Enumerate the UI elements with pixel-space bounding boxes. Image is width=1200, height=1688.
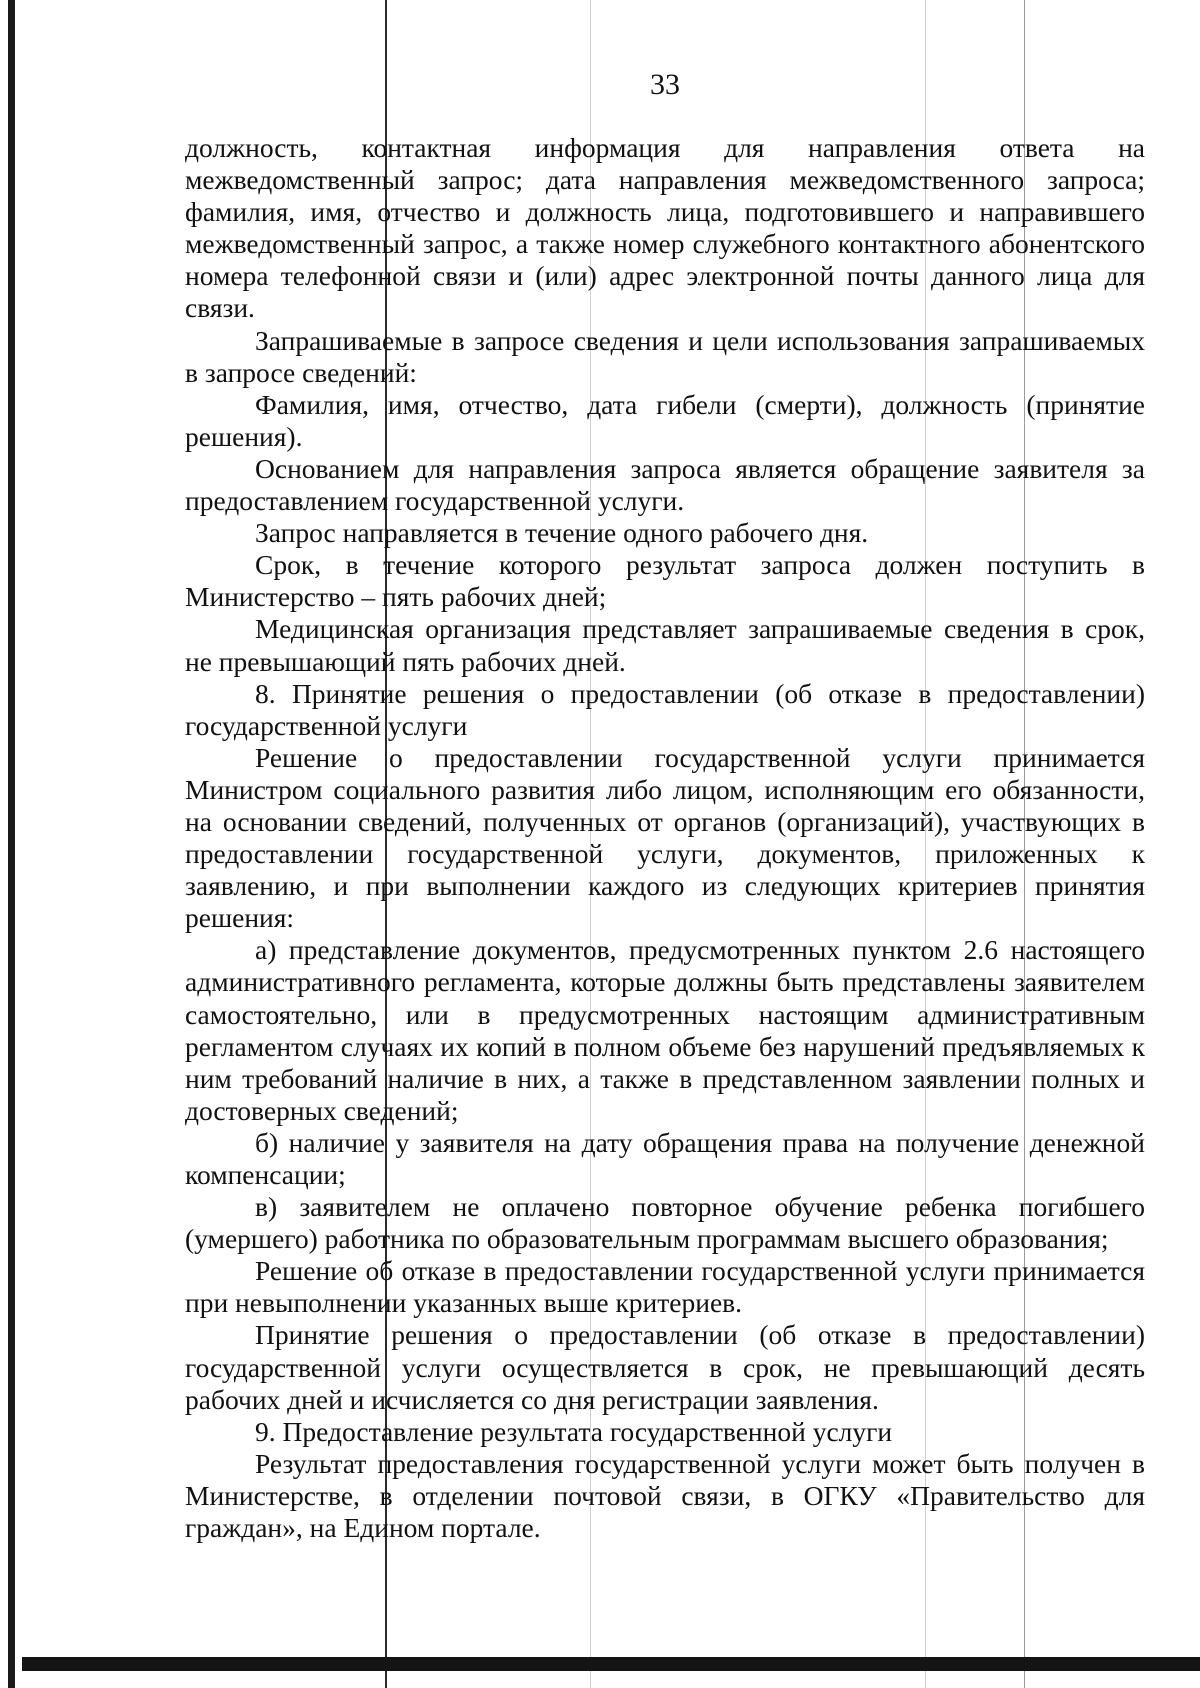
scan-edge-left [8, 0, 15, 1688]
paragraph: Результат предоставления государственной услуги может быть получен в Министерстве, в отделении почтовой связи, в ОГКУ «Правительство для граждан», на Едином портале. [185, 1447, 1145, 1544]
paragraph: Решение об отказе в предоставлении государственной услуги принимается при невыполнении указанных выше критериев. [185, 1255, 1145, 1319]
page-number: 33 [650, 68, 680, 101]
paragraph: Запрос направляется в течение одного рабочего дня. [255, 517, 869, 549]
paragraph: 8. Принятие решения о предоставлении (об отказе в предоставлении) государственной услуги [185, 677, 1145, 741]
paragraph: Основанием для направления запроса является обращение заявителя за предоставлением государственной услуги. [185, 452, 1145, 517]
document-body [185, 132, 1145, 1544]
paragraph: Медицинская организация представляет запрашиваемые сведения в срок, не превышающий пять рабочих дней. [185, 613, 1145, 677]
paragraph: б) наличие у заявителя на дату обращения права на получение денежной компенсации; [185, 1126, 1145, 1190]
paragraph: Решение о предоставлении государственной услуги принимается Министром социального развития либо лицом, исполняющим его обязанности, на основании сведений, полученных от органов (организаций), участвующих в предоставлении государственной услуги, документов, приложенных к заявлению, и при выполнении каждого из следующих критериев принятия решения: [185, 741, 1145, 934]
paragraph: Срок, в течение которого результат запроса должен поступить в Министерство – пять рабочих дней; [185, 549, 1145, 613]
paragraph: должность, контактная информация для направления ответа на межведомственный запрос; дата направления межведомственного запроса; фамилия, имя, отчество и должность лица, подготовившего и направившего межведомственный запрос, а также номер служебного контактного абонентского номера телефонной связи и (или) адрес электронной почты данного лица для связи. [185, 132, 1145, 324]
paragraph: а) представление документов, предусмотренных пунктом 2.6 настоящего административного регламента, которые должны быть представлены заявителем самостоятельно, или в предусмотренных настоящим административным регламентом случаях их копий в полном объеме без нарушений предъявляемых к ним требований наличие в них, а также в представленном заявлении полных и достоверных сведений; [185, 934, 1145, 1126]
paragraph: 9. Предоставление результата государственной услуги [255, 1415, 893, 1447]
paragraph: Запрашиваемые в запросе сведения и цели использования запрашиваемых в запросе сведений: [185, 324, 1145, 388]
scan-edge-bottom [22, 1657, 1200, 1671]
paragraph: Принятие решения о предоставлении (об отказе в предоставлении) государственной услуги осуществляется в срок, не превышающий десять рабочих дней и исчисляется со дня регистрации заявления. [185, 1319, 1145, 1415]
paragraph: Фамилия, имя, отчество, дата гибели (смерти), должность (принятие решения). [185, 388, 1145, 452]
paragraph: в) заявителем не оплачено повторное обучение ребенка погибшего (умершего) работника по образовательным программам высшего образования; [185, 1191, 1145, 1255]
